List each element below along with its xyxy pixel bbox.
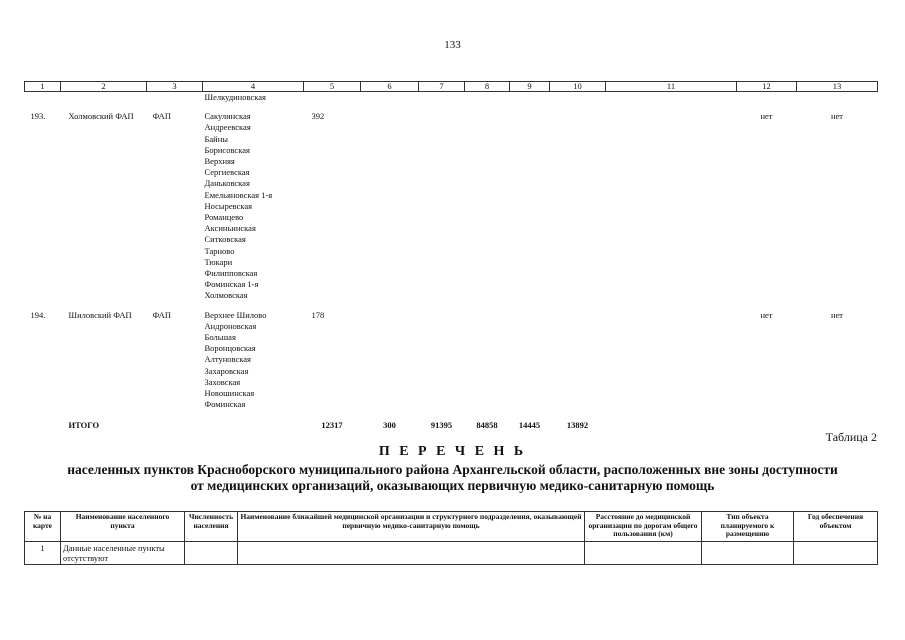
settlement-name: Байны: [204, 133, 228, 144]
table-row: [25, 111, 878, 301]
col-header-8: 8: [465, 82, 510, 92]
settlement-name: Сакулинская: [204, 111, 251, 122]
settlement-name: Заховская: [204, 376, 241, 387]
settlement-name: Аксиньинская: [204, 223, 256, 234]
year-cell: [794, 541, 878, 564]
settlement-name: Фоминская: [204, 399, 246, 410]
distance-cell: [585, 541, 702, 564]
facility-name: Холмовский ФАП: [68, 111, 134, 122]
settlement-name: Андроновская: [204, 320, 257, 331]
col-header-9: 9: [510, 82, 550, 92]
settlement-name: Даньковская: [204, 178, 250, 189]
col-header-2: 2: [61, 82, 147, 92]
col-header-1: 1: [25, 82, 61, 92]
col-header-10: 10: [550, 82, 606, 92]
col-header-settlement-name: Наименование населенного пункта: [61, 512, 185, 542]
settlement-name: Романцево: [204, 212, 244, 223]
table-header-row: [25, 512, 878, 542]
col-header-6: 6: [361, 82, 419, 92]
settlement-name: Захаровская: [204, 365, 249, 376]
settlement-name: Холмовская: [204, 290, 248, 301]
col-header-4: 4: [203, 82, 304, 92]
settlement-name: Филипповская: [204, 268, 258, 279]
total-row: [25, 420, 878, 431]
settlement-name: Ситковская: [204, 234, 246, 245]
settlement-name: Тюкари: [204, 256, 233, 267]
total-col5: 12317: [321, 420, 343, 431]
settlement-name: Фоминская 1-я: [204, 279, 259, 290]
col-header-3: 3: [147, 82, 203, 92]
organization-cell: [238, 541, 585, 564]
document-title: П Е Р Е Ч Е Н Ь: [378, 444, 527, 459]
col-header-7: 7: [419, 82, 465, 92]
total-col10: 13892: [566, 420, 589, 431]
facility-type: ФАП: [152, 309, 171, 320]
settlement-name: Алтуновская: [204, 354, 251, 365]
document-subtitle: населенных пунктов Красноборского муниципального района Архангельской области, расположенных вне зоны доступности от медицинских организаций, оказывающих первичную медико-санитарную помощь: [67, 462, 838, 493]
object-type-cell: [702, 541, 794, 564]
settlement-name: Тарново: [204, 245, 235, 256]
total-col9: 14445: [518, 420, 541, 431]
row-number: 194.: [30, 309, 46, 320]
col13-value: нет: [830, 309, 844, 320]
facility-name: Шиловский ФАП: [68, 309, 132, 320]
facilities-table: [24, 81, 878, 432]
settlement-name: Носыревская: [204, 200, 253, 211]
carryover-settlement: Шелкудиновская: [204, 92, 266, 102]
page-number: 133: [444, 39, 461, 51]
total-col6: 300: [383, 420, 396, 431]
col-header-population: Численность населения: [185, 512, 238, 542]
col-header-map-number: № на карте: [25, 512, 61, 542]
col-header-13: 13: [797, 82, 878, 92]
table-row: [25, 310, 878, 411]
population-value: 178: [311, 309, 325, 320]
total-col8: 84858: [476, 420, 498, 431]
row-number: 1: [25, 541, 61, 564]
col12-value: нет: [760, 309, 773, 320]
table-row: [25, 92, 878, 104]
settlement-name: Андреевская: [204, 122, 251, 133]
population-cell: [185, 541, 238, 564]
settlement-name: Большая: [204, 332, 236, 343]
table-2-label: Таблица 2: [825, 430, 877, 444]
settlement-name: Данные населенные пункты отсутствуют: [61, 541, 185, 564]
settlement-name: Емельяновская 1-я: [204, 189, 273, 200]
settlement-list: [203, 310, 304, 411]
col-header-medical-organization: Наименование ближайшей медицинской организации и структурного подразделения, оказывающей первичную медико-санитарную помощь: [238, 512, 585, 542]
col-header-distance: Расстояние до медицинской организации по дорогам общего пользования (км): [585, 512, 702, 542]
settlement-list: [203, 111, 304, 301]
population-value: 392: [311, 111, 325, 122]
out-of-reach-settlements-table: [24, 511, 878, 565]
total-col7: 91395: [430, 420, 453, 431]
col-header-object-type: Тип объекта планируемого к размещению: [702, 512, 794, 542]
col12-value: нет: [760, 111, 773, 122]
settlement-name: Воронцовская: [204, 343, 256, 354]
col-header-12: 12: [737, 82, 797, 92]
row-number: 193.: [30, 111, 46, 122]
col-header-11: 11: [606, 82, 737, 92]
table-header-row: [25, 82, 878, 92]
col-header-year: Год обеспечения объектом: [794, 512, 878, 542]
settlement-name: Верхнее Шилово: [204, 309, 267, 320]
total-label: ИТОГО: [68, 420, 100, 431]
settlement-name: Сергиевская: [204, 167, 250, 178]
col13-value: нет: [830, 111, 844, 122]
facility-type: ФАП: [152, 111, 171, 122]
col-header-5: 5: [304, 82, 361, 92]
settlement-name: Верхняя: [204, 156, 235, 167]
settlement-name: Новошинская: [204, 388, 255, 399]
table-row: [25, 541, 878, 564]
settlement-name: Борисовская: [204, 144, 250, 155]
